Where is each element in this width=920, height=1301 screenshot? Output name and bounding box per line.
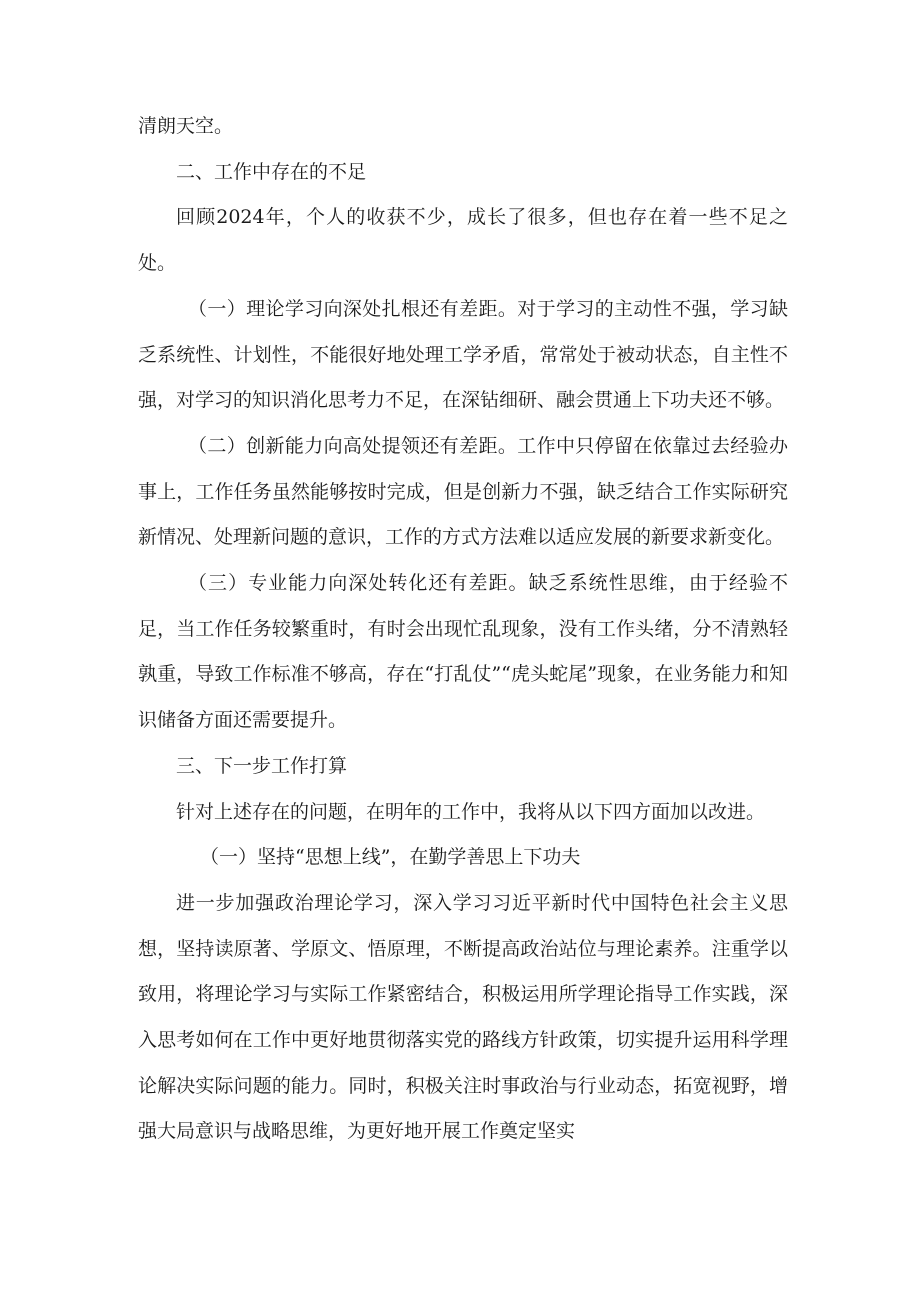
paragraph-theory-study: （一）理论学习向深处扎根还有差距。对于学习的主动性不强，学习缺乏系统性、计划性，不能很好地处理工学矛盾，常常处于被动状态，自主性不强，对学习的知识消化思考力不足，在深钻细研、融会贯通上下功夫还不够。 <box>138 297 788 412</box>
section-heading-next-steps: 三、下一步工作打算 <box>176 754 348 777</box>
paragraph-political-study: 进一步加强政治理论学习，深入学习习近平新时代中国特色社会主义思想，坚持读原著、学原文、悟原理，不断提高政治站位与理论素养。注重学以致用，将理论学习与实际工作紧密结合，积极运用所学理论指导工作实践，深入思考如何在工作中更好地贯彻落实党的路线方针政策，切实提升运用科学理论解决实际问题的能力。同时，积极关注时事政治与行业动态，拓宽视野，增强大局意识与战略思维，为更好地开展工作奠定坚实 <box>138 891 788 1143</box>
paragraph-professional: （三）专业能力向深处转化还有差距。缺乏系统性思维，由于经验不足，当工作任务较繁重时，有时会出现忙乱现象，没有工作头绪，分不清熟轻孰重，导致工作标准不够高，存在“打乱仗”“虎头蛇尾”现象，在业务能力和知识储备方面还需要提升。 <box>138 572 788 732</box>
paragraph-continuation: 清朗天空。 <box>138 115 234 137</box>
paragraph-review: 回顾2024年，个人的收获不少，成长了很多，但也存在着一些不足之处。 <box>138 206 788 275</box>
section-heading-shortcomings: 二、工作中存在的不足 <box>176 160 367 183</box>
paragraph-improvement-intro: 针对上述存在的问题，在明年的工作中，我将从以下四方面加以改进。 <box>176 800 766 823</box>
paragraph-innovation: （二）创新能力向高处提领还有差距。工作中只停留在依靠过去经验办事上，工作任务虽然能够按时完成，但是创新力不强，缺乏结合工作实际研究新情况、处理新问题的意识，工作的方式方法难以适应发展的新要求新变化。 <box>138 434 788 549</box>
document-body <box>138 104 788 1155</box>
subheading-ideology: （一）坚持“思想上线”，在勤学善思上下功夫 <box>200 846 581 869</box>
